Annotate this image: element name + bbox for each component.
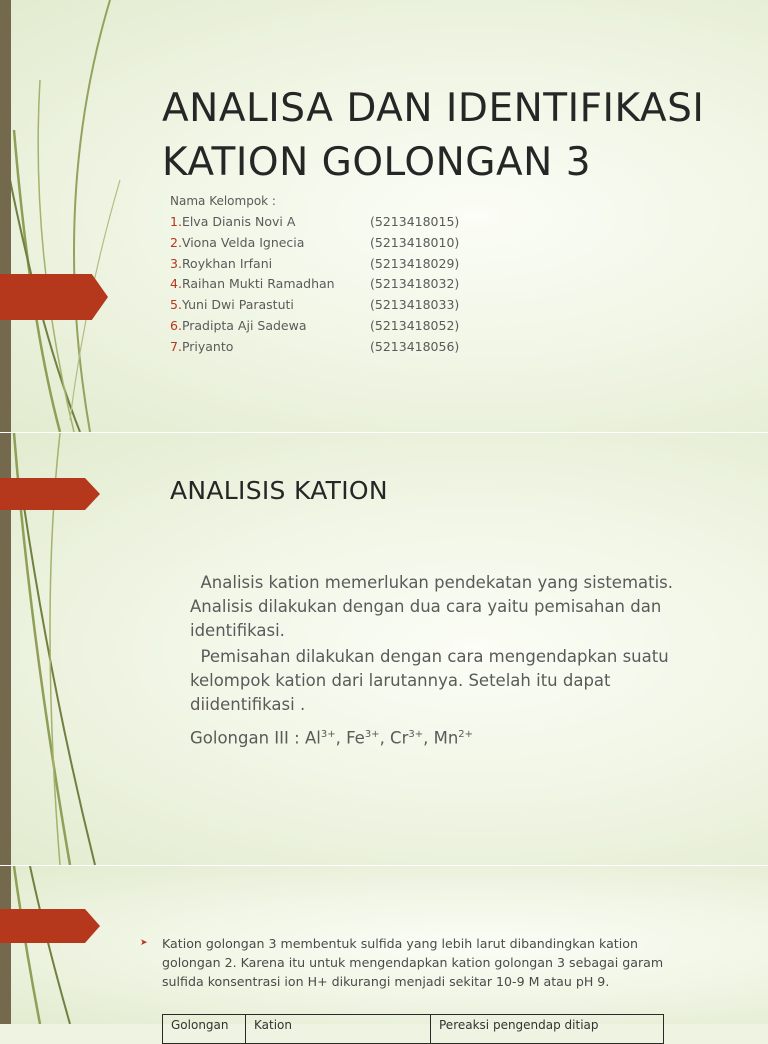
bullet-text: Kation golongan 3 membentuk sulfida yang lebih larut dibandingkan kation golongan 2. Karena itu untuk mengendapkan kation golongan 3 sebagai garam sulfida konsentrasi ion H+ dikurangi menjadi sekitar 10-9 M atau pH 9. — [162, 936, 664, 989]
cr-ion: , Cr — [379, 728, 409, 748]
slide-body-text — [190, 571, 690, 751]
member-number: 4. — [170, 276, 182, 292]
member-nim: (5213418033) — [370, 297, 460, 313]
cr-charge: 3+ — [408, 729, 424, 740]
list-item — [170, 297, 490, 318]
fe-charge: 3+ — [364, 729, 380, 740]
member-number: 5. — [170, 297, 182, 313]
list-item — [170, 235, 490, 256]
table-header-cell: Kation — [246, 1015, 431, 1044]
table-header-row — [163, 1015, 664, 1044]
slide-title-analisis: ANALISIS KATION — [170, 476, 388, 505]
list-item — [170, 276, 490, 297]
member-name: Viona Velda Ignecia — [181, 234, 305, 250]
mn-charge: 2+ — [458, 729, 474, 740]
red-arrow-tab — [0, 478, 100, 510]
table-header-cell: Golongan — [163, 1015, 246, 1044]
member-nim: (5213418032) — [370, 276, 460, 292]
title-line-1: ANALISA DAN IDENTIFIKASI — [162, 86, 705, 131]
member-number: 1. — [170, 214, 182, 229]
member-name: Yuni Dwi Parastuti — [181, 297, 294, 313]
member-name: Raihan Mukti Ramadhan — [181, 276, 335, 292]
arrow-bullet-icon: ➤ — [140, 938, 148, 948]
red-arrow-tab — [0, 909, 100, 943]
decorative-swooshes — [0, 866, 130, 1024]
left-accent-bar — [0, 866, 11, 1024]
list-item — [170, 339, 490, 360]
member-name: Roykhan Irfani — [181, 255, 273, 271]
golongan-label: Golongan III : Al — [190, 728, 321, 748]
member-number: 3. — [170, 255, 182, 271]
member-number: 2. — [170, 234, 182, 250]
list-item — [170, 318, 490, 339]
member-nim: (5213418015) — [370, 214, 460, 229]
member-nim: (5213418010) — [370, 234, 460, 250]
title-line-2: KATION GOLONGAN 3 — [162, 140, 592, 185]
fe-ion: , Fe — [335, 728, 365, 748]
members-heading: Nama Kelompok : — [170, 194, 276, 208]
member-name: Elva Dianis Novi A — [181, 214, 296, 229]
cation-table — [162, 1014, 664, 1044]
member-nim: (5213418056) — [370, 338, 460, 354]
bullet-point — [140, 934, 700, 991]
paragraph-1 — [190, 571, 690, 643]
member-nim: (5213418052) — [370, 317, 460, 333]
left-accent-bar — [0, 0, 11, 432]
paragraph-2 — [190, 645, 690, 717]
paragraph-1-text: Analisis kation memerlukan pendekatan yang sistematis. Analisis dilakukan dengan dua cara yaitu pemisahan dan identifikasi. — [190, 573, 674, 640]
member-list — [170, 214, 490, 360]
member-nim: (5213418029) — [370, 255, 460, 271]
paragraph-2-text: Pemisahan dilakukan dengan cara mengendapkan suatu kelompok kation dari larutannya. Setelah itu dapat diidentifikasi . — [190, 647, 669, 714]
list-item — [170, 256, 490, 277]
member-number: 7. — [170, 338, 182, 354]
member-name: Priyanto — [181, 338, 234, 354]
list-item — [170, 214, 490, 235]
slide-title — [0, 0, 768, 432]
member-name: Pradipta Aji Sadewa — [181, 317, 307, 333]
al-charge: 3+ — [320, 729, 336, 740]
decorative-swooshes — [0, 0, 130, 432]
red-arrow-tab — [0, 274, 108, 320]
member-number: 6. — [170, 317, 182, 333]
mn-ion: , Mn — [423, 728, 459, 748]
page-title — [162, 82, 704, 190]
table-header-cell: Pereaksi pengendap ditiap — [431, 1015, 664, 1044]
golongan-line — [190, 723, 690, 751]
